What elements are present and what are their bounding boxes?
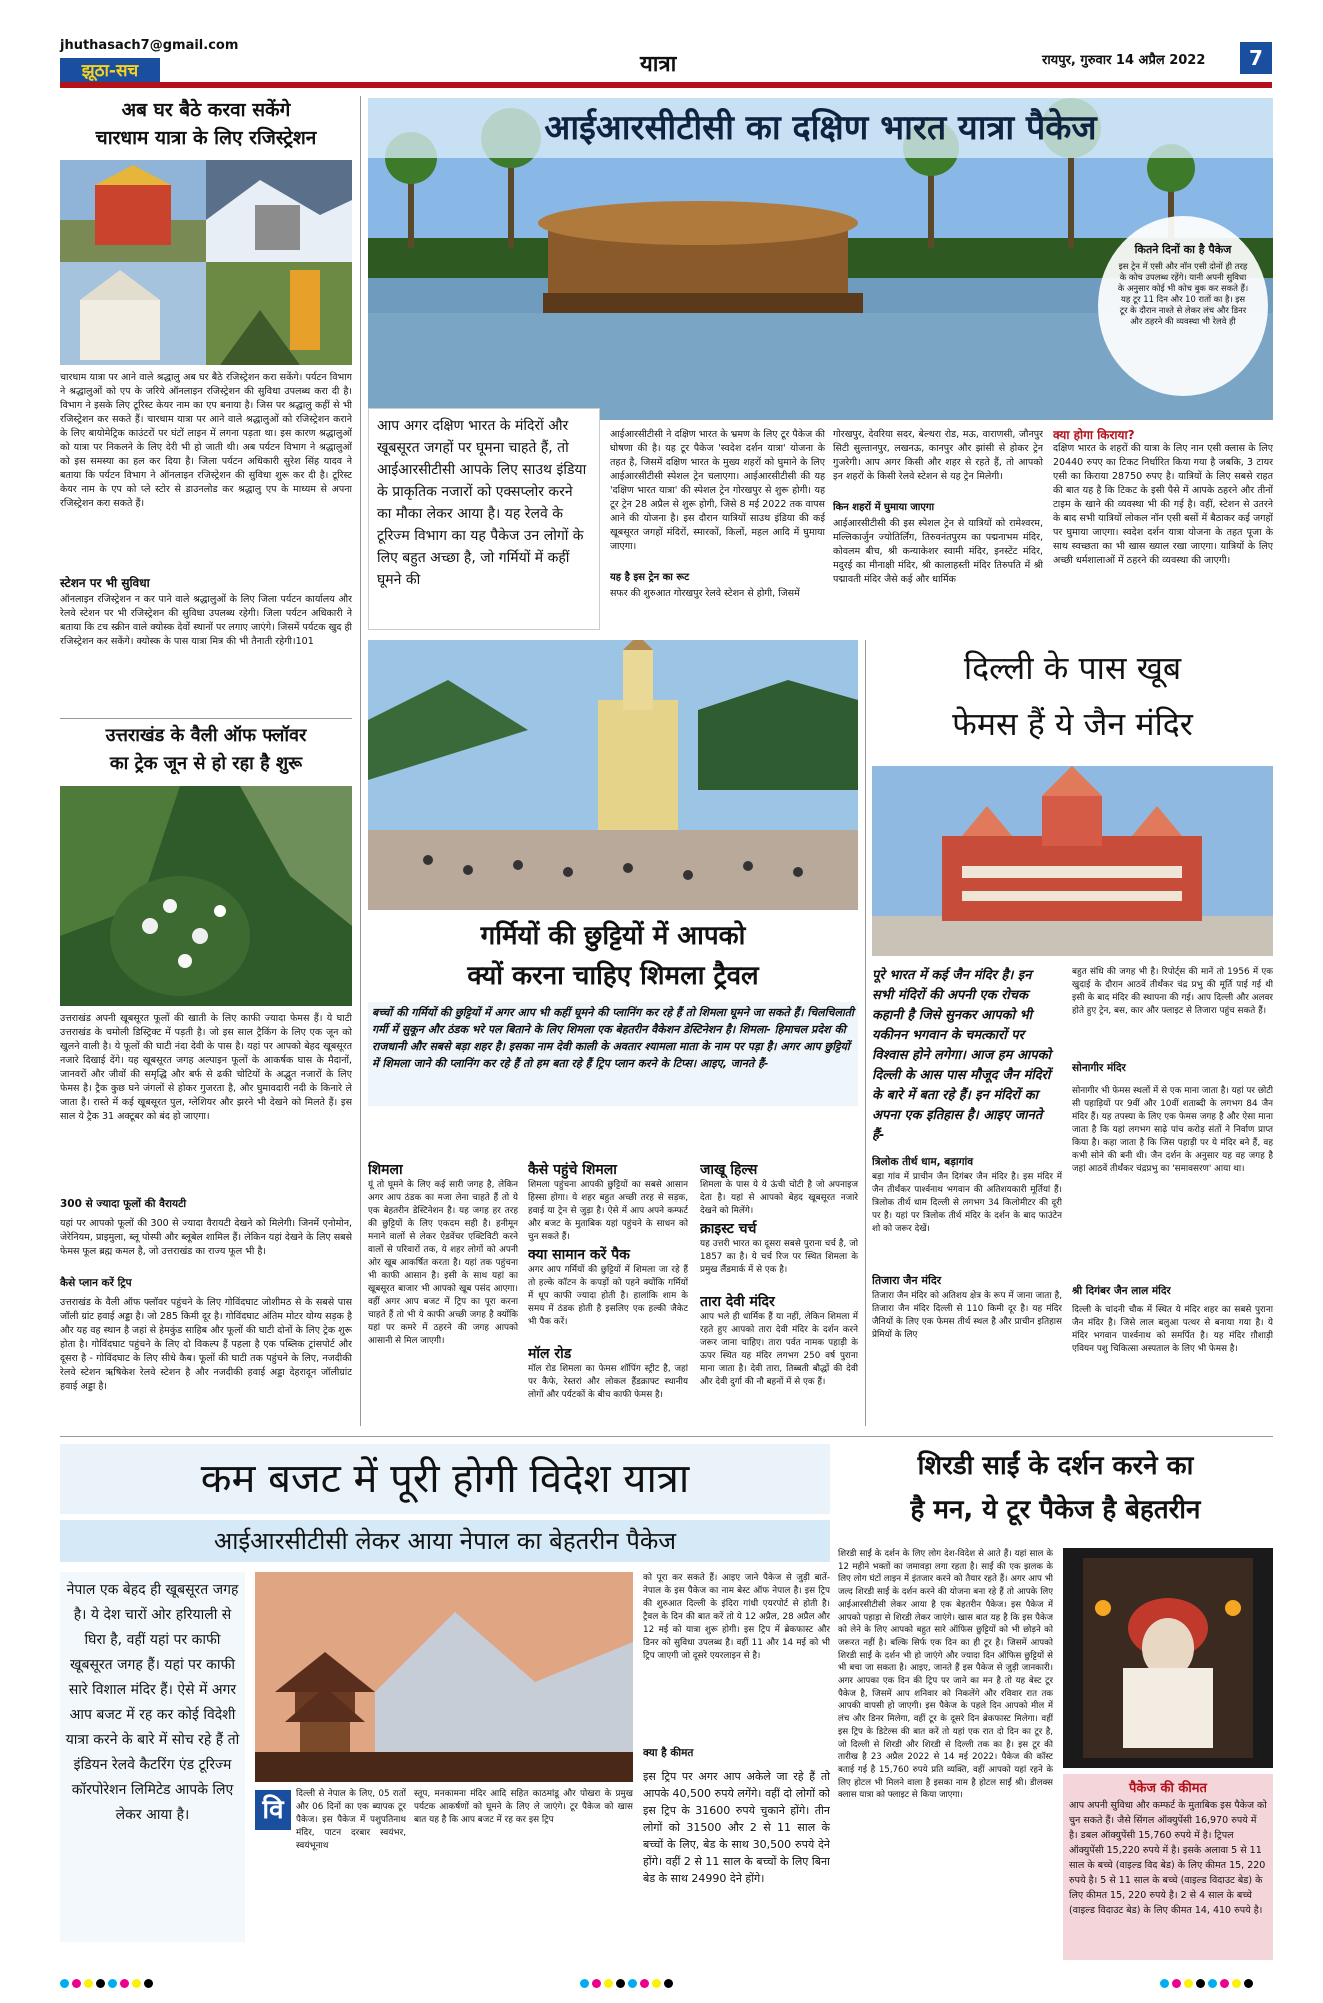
jain-s1: त्रिलोक तीर्थ धाम, बड़ागांव [872, 1156, 974, 1168]
irctc-south-col2 [833, 428, 1043, 628]
shimla-intro: बच्चों की गर्मियों की छुट्टियों में अगर आप भी कहीं घूमने की प्लानिंग कर रहे हैं तो शिमला घूमने जा सकते हैं। चिलचिलाती गर्मी में सुकून और ठंडक भरे पल बिताने के लिए शिमला एक बेहतरीन वैकेशन डेस्टिनेशन है। शिमला- हिमाचल प्रदेश की राजधानी और सबसे बड़ा शहर है। इसका नाम देवी काली के अवतार श्यामला माता के नाम पर पड़ा है। अगर आप छुट्टियों में शिमला जाने की प्लानिंग कर रहे हैं तो हम बता रहे हैं ट्रिप प्लान करने के टिप्स। आइए, जानते हैं- [368, 1002, 858, 1106]
valley-title [60, 722, 352, 778]
christ-church-image [368, 640, 858, 910]
shimla-b3: अगर आप गर्मियों की छुट्टियों में शिमला जा रहे हैं तो हल्के कॉटन के कपड़ों को पहने क्योंकि गर्मियों में धूप काफी ज्यादा होती है। हालांकि शाम के समय में ठंडक होती है इसलिए एक हल्की जैकेट भी पैक करें। [528, 1265, 688, 1327]
shimla-h5: जाखू हिल्स [700, 1162, 758, 1178]
irctc-south-col2-body: गोरखपुर, देवरिया सदर, बेल्थरा रोड, मऊ, वाराणसी, जौनपुर सिटी सुल्तानपुर, लखनऊ, कानपुर और झांसी से होकर ट्रेन गुजरेगी। आप अगर किसी और शहर से रहते हैं, तो आपको इन शहरों के किसी रेलवे स्टेशन से यह ट्रेन मिलेगी। [833, 429, 1043, 482]
shimla-h3: क्या सामान करें पैक [528, 1247, 630, 1263]
nepal-photo [255, 1572, 633, 1782]
section-divider [60, 1436, 1273, 1437]
shimla-h6: क्राइस्ट चर्च [700, 1221, 757, 1237]
nepal-title: कम बजट में पूरी होगी विदेश यात्रा [60, 1444, 830, 1514]
package-duration-callout [1098, 216, 1268, 396]
shimla-h4: मॉल रोड [528, 1346, 572, 1362]
jain-s3: सोनागीर मंदिर [1072, 1062, 1126, 1074]
valley-photo [60, 786, 352, 1006]
nepal-dropcap: वि [255, 1790, 291, 1830]
temple-collage-image [60, 160, 352, 365]
shimla-b4: मॉल रोड शिमला का फेमस शॉपिंग स्ट्रीट है, जहां पर कैफे, रेस्तरां और लोकल हैंडक्राफ्ट स्थानीय लोगों और पर्यटकों के बीच काफी फेमस है। [528, 1364, 688, 1400]
registration-dots-center [580, 1977, 673, 1989]
kathmandu-temple-image [255, 1572, 633, 1782]
chardham-subheading: स्टेशन पर भी सुविधा [60, 576, 150, 590]
jain-b2: तिजारा जैन मंदिर को अतिशय क्षेत्र के रूप में जाना जाता है, तिजारा जैन मंदिर दिल्ली से 110 किमी दूर है। यह मंदिर जैनियों के लिए एक फेमस तीर्थ स्थल है और प्राचीन इतिहास प्रेमियों के लिए [872, 1291, 1062, 1340]
shimla-title [368, 916, 858, 996]
chardham-photo-collage [60, 160, 352, 365]
valley-body: उत्तराखंड अपनी खूबसूरत फूलों की खाती के लिए काफी ज्यादा फेमस हैं। ये घाटी उत्तराखंड के चमोली डिस्ट्रिक्ट में पड़ती है। जो इस साल ट्रैकिंग के लिए एक जून को खुलने वाली है। ये फूलों की घाटी नंदा देवी के पास है। यहां पर आपको बेहद खूबसूरत नजारे दिखाई देंगे। यह खूबसूरत जगह अल्पाइन फूलों के आकर्षक घास के मैदानों, जानवरों और जीवों की समृद्धि और बर्फ से ढकी चोटियों के अद्भुत नजारों के लिए फेमस है। ट्रैक कुछ घने जंगलों से होकर गुजरता है, और घुमावदारी नदी के किनारे ले जाता है। रास्ते में कई खूबसूरत पुल, ग्लेशियर और झरने भी देखने को मिलते हैं। इस साल ये ट्रैक 31 अक्टूबर को बंद हो जाएगा। [60, 1013, 352, 1122]
irctc-south-col1-body: आईआरसीटीसी ने दक्षिण भारत के भ्रमण के लिए टूर पैकेज की घोषणा की है। यह टूर पैकेज 'स्वदेश दर्शन यात्रा' योजना के तहत है, जिसमें दक्षिण भारत के मुख्य शहरों को घुमाने के लिए आईआरसीटीसी स्पेशल ट्रेन चलाएगा। आईआरसीटीसी की यह 'दक्षिण भारत यात्रा' की स्पेशल ट्रेन गोरखपुर से शुरू होगी। यह टूर ट्रेन 28 अप्रैल से शुरू होगी, जिसे 8 मई 2022 तक वापस आने की योजना है। इस दौरान यात्रियों साउथ इंडिया की कई खूबसूरत जगहों मंदिरों, स्मारकों, किलों, महल आदि में घुमाया जाएगा। [610, 429, 825, 552]
jain-article [872, 640, 1273, 1428]
masthead [0, 0, 1323, 92]
jain-temple-photo [872, 766, 1273, 956]
jain-s2: तिजारा जैन मंदिर [872, 1274, 942, 1287]
nepal-c3-body: को पूरा कर सकते हैं। आइए जाने पैकेज से जुड़ी बातें- नेपाल के इस पैकेज का नाम बेस्ट ऑफ नेपाल है। इस ट्रिप की शुरुआत दिल्ली के इंदिरा गांधी एयरपोर्ट से होती है। ट्रैवल के दिन की बात करें तो ये 12 अप्रैल, 28 अप्रैल और 12 मई को यात्रा शुरू होगी। इस ट्रिप में ब्रेकफास्ट और डिनर को सुविधा उपलब्ध है। वहीं 11 और 14 मई को भी ट्रिप जाएगी जो दूसरे एयरलाइन से है। [643, 1573, 830, 1661]
jain-s4: श्री दिगंबर जैन लाल मंदिर [1072, 1285, 1171, 1297]
jain-lead: पूरे भारत में कई जैन मंदिर है। इन सभी मंदिरों की अपनी एक रोचक कहानी है जिसे सुनकर आपको भी यकीनन भगवान के चमत्कारों पर विश्वास होने लगेगा। आज हम आपको दिल्ली के आस पास मौजूद जैन मंदिरों के बारे में बता रहे हैं। इन मंदिरों का अपना एक इतिहास है। आइए जानते हैं- [872, 968, 1051, 1143]
shimla-article [368, 640, 858, 1428]
masthead-email[interactable]: jhuthasach7@gmail.com [60, 38, 239, 53]
chardham-body: चारधाम यात्रा पर आने वाले श्रद्धालु अब घर बैठे रजिस्ट्रेशन करा सकेंगे। पर्यटन विभाग ने श्रद्धालुओं को एप के जरिये ऑनलाइन रजिस्ट्रेशन की सुविधा उपलब्ध करा दी है। विभाग ने इसके लिए टूरिस्ट केयर नाम का एप बनाया है। जिस पर श्रद्धालु कहीं से भी रजिस्ट्रेशन कर सकते हैं। चारधाम यात्रा पर आने वाले श्रद्धालुओं को रजिस्ट्रेशन कराने के लिए बायोमेट्रिक काउंटरों पर घंटों लाइन में लगना पड़ता था। इस कारण श्रद्धालुओं को यात्रा पर निकलने के लिए देरी भी हो जाती थी। अब पर्यटन विभाग ने श्रद्धालुओं को इस समस्या का हल कर दिया है। जिला पर्यटन अधिकारी सुरेश सिंह यादव ने बताया कि पर्यटन विभाग ने ऑनलाइन रजिस्ट्रेशन की सुविधा शुरू कर दी है। टूरिस्ट केयर नाम के एप को प्ले स्टोर से डाउनलोड कर श्रद्धालु एप के माध्यम से अपना रजिस्ट्रेशन करा सकते हैं। [60, 372, 352, 509]
shimla-b6: यह उत्तरी भारत का दूसरा सबसे पुराना चर्च है, जो 1857 का है। ये चर्च रिज पर स्थित शिमला के प्रमुख लैंडमार्क में से एक है। [700, 1239, 858, 1275]
valley-body2: यहां पर आपको फूलों की 300 से ज्यादा वैरायटी देखने को मिलेगी। जिनमें एनोमोन, जेरेनियम, प्राइमुला, ब्लू पोस्पी और ब्लूबेल शामिल हैं। लेकिन यहां देखने के लिए सबसे फेमस फूल ब्रह्म कमल है, जो उत्तराखंड का राज्य फूल भी है। [60, 1218, 352, 1257]
shimla-h7: तारा देवी मंदिर [700, 1294, 775, 1310]
shirdi-article [838, 1444, 1273, 1960]
shirdi-price-title: पैकेज की कीमत [1129, 1781, 1207, 1796]
valley-title-line2: का ट्रेक जून से हो रहा है शुरू [109, 753, 303, 774]
irctc-south-col1 [610, 428, 825, 628]
valley-sub1: 300 से ज्यादा फूलों की वैरायटी [60, 1198, 187, 1210]
column-divider [865, 640, 866, 1426]
shirdi-title-line1: शिरडी साईं के दर्शन करने का [917, 1451, 1194, 1481]
nepal-c1: दिल्ली से नेपाल के लिए, 05 रातों और 06 दिनों का एक ब्यापक टूर पैकेज। इस पैकेज में पशुपतिनाथ मंदिर, पाटन दरबार स्वयंभर, स्वयंभूनाथ [296, 1789, 406, 1851]
chardham-title-line2: चारधाम यात्रा के लिए रजिस्ट्रेशन [95, 127, 317, 149]
nepal-price-heading: क्या है कीमत [643, 1747, 694, 1759]
shirdi-title-line2: है मन, ये टूर पैकेज है बेहतरीन [910, 1495, 1201, 1525]
irctc-south-lead-box [368, 408, 600, 630]
irctc-south-fare-heading: क्या होगा किराया? [1053, 428, 1135, 442]
divider [60, 718, 352, 719]
shirdi-price-body: आप अपनी सुविधा और कम्फर्ट के मुताबिक इस पैकेज को चुन सकते हैं। जैसे सिंगल ऑक्युपेंसी 16,970 रुपये में है। डबल ऑक्युपेंसी 15,760 रुपये में है। ट्रिपल ऑक्युपेंसी 15,220 रुपये में है। इसके अलावा 5 से 11 साल के बच्चे (वाइल्ड विद बेड) के लिए कीमत 15, 220 रुपये है। 5 से 11 साल के बच्चे (वाइल्ड विदाउट बेड) के लिए कीमत 15, 220 रुपये है। 2 से 4 साल के बच्चे (वाइल्ड विदाउट बेड) के लिए कीमत 14, 410 रुपये है। [1069, 1800, 1267, 1916]
valley-article [60, 722, 352, 1428]
shimla-photo [368, 640, 858, 910]
nepal-c3 [643, 1572, 830, 1952]
shimla-b5: शिमला के पास ये ये ऊंची चोटी है जो अपनाइज देता है। यहां से आपको बेहद खूबसूरत नजारे देखने को मिलेंगे। [700, 1180, 858, 1216]
valley-title-line1: उत्तराखंड के वैली ऑफ फ्लॉवर [105, 725, 307, 746]
nepal-subtitle: आईआरसीटीसी लेकर आया नेपाल का बेहतरीन पैकेज [60, 1520, 830, 1562]
shirdi-title [838, 1444, 1273, 1538]
jain-col2 [1072, 966, 1273, 1428]
valley-sub2: कैसे प्लान करें ट्रिप [60, 1277, 132, 1289]
chardham-title-line1: अब घर बैठे करवा सकेंगे [121, 99, 291, 121]
column-divider [360, 96, 361, 1426]
registration-dots-left [60, 1977, 153, 1989]
page-number: 7 [1240, 42, 1272, 74]
nepal-c2: स्तूप, मनकामना मंदिर आदि सहित काठमांडू और पोखरा के प्रमुख पर्यटक आकर्षणों को घूमने के लिए ले जाएंगे। टूर पैकेज को खास बात यह है कि आप बजट में रह कर इस ट्रिप [414, 1789, 633, 1825]
masthead-section: यात्रा [640, 52, 677, 77]
chardham-article [60, 96, 352, 716]
shimla-b7: आप भले ही धार्मिक हैं या नहीं, लेकिन शिमला में रहते हुए आपको तारा देवी मंदिर के दर्शन करने जरूर जाना चाहिए। तारा पर्वत नामक पहाड़ी के ऊपर स्थित यह मंदिर लगभग 250 वर्ष पुराना माना जाता है। देवी तारा, तिब्बती बौद्धों की देवी और देवी दुर्गा की नौ बहनों में से एक हैं। [700, 1312, 858, 1387]
irctc-south-title: आईआरसीटीसी का दक्षिण भारत यात्रा पैकेज [368, 98, 1273, 158]
shimla-col1 [368, 1160, 518, 1428]
shimla-b1: यूं तो घूमने के लिए कई सारी जगह है, लेकिन अगर आप ठंडक का मजा लेना चाहते हैं तो ये एक बेहतरीन डेस्टिनेशन है। यह जगह हर तरह की छुट्टियों के लिए एकदम सही है। हनीमून मनाने वालों से लेकर ऐडवेंचर एक्टिविटी करने वालों से परिवारों तक, ये शहर लोगों को अपनी ओर खूब आकर्षित करता है। यहां तक पहुंचना भी काफी आसान है। इसी के साथ यहां का खूबसूरत बाजार भी आपको खूब पसंद आएगा। वहीं अगर आप बजट में ट्रिप का पूरा करना चाहते हैं तो भी ये काफी अच्छी जगह है क्योंकि यहां पर कमरे में ठहरने की जगह आपको आसानी से मिल जाएगी। [368, 1180, 518, 1346]
irctc-south-lead: आप अगर दक्षिण भारत के मंदिरों और खूबसूरत जगहों पर घूमना चाहते हैं, तो आईआरसीटीसी आपके लिए साउथ इंडिया के प्राकृतिक नजारों को एक्सप्लोर करने का मौका लेकर आया है। यह रेलवे के टूरिज्म विभाग का यह पैकेज उन लोगों के लिए बहुत अच्छा है, जो गर्मियों में कहीं घूमने की [377, 418, 587, 588]
masthead-dateline: रायपुर, गुरुवार 14 अप्रैल 2022 [1042, 53, 1206, 68]
irctc-south-article [368, 98, 1273, 630]
shimla-h2: कैसे पहुंचे शिमला [528, 1162, 617, 1178]
shirdi-price-box [1063, 1774, 1273, 1960]
masthead-rule [60, 82, 1272, 88]
jain-b5: दिल्ली के चांदनी चौक में स्थित ये मंदिर शहर का सबसे पुराना जैन मंदिर है। जिसे लाल बलुआ पत्थर से बनाया गया है। ये मंदिर भगवान पार्श्वनाथ को समर्पित है। यह मंदिर ग़ौशाड़ी एवियन पशु चिकित्सा अस्पताल के लिए भी फेमस है। [1072, 1305, 1273, 1354]
lal-mandir-image [872, 766, 1273, 956]
irctc-south-col1-sub: यह है इस ट्रेन का रूट [610, 572, 690, 583]
jain-col1 [872, 1152, 1062, 1428]
shimla-h1: शिमला [368, 1162, 403, 1178]
irctc-south-col1-body2: सफर की शुरुआत गोरखपुर रेलवे स्टेशन से होगी, जिसमें [610, 588, 800, 599]
jain-b4: सोनागीर भी फेमस स्थलों में से एक माना जाता है। यहां पर छोटी सी पहाड़ियों पर 9वीं और 10वीं शताब्दी के लगभग 84 जैन मंदिर हैं। यह तपस्या के लिए एक फेमस जगह है और ऐसा माना जाता है कि यहां लगभग साढ़े पांच करोड़ संतों ने निर्वाण प्राप्त किया है। कहा जाता है कि जिस पहाड़ी पर ये मंदिर बने हैं, वह कभी सोने की बनी थी। जैन दर्शन के अनुसार यह वह जगह है जहां आठवें तीर्थंकर चंद्रप्रभु का 'समावसरण' आया था। [1072, 1086, 1273, 1174]
sai-baba-photo [1063, 1548, 1273, 1768]
masthead-brand: झूठा-सच [60, 58, 160, 84]
flower-valley-image [60, 786, 352, 1006]
shimla-title-line2: क्यों करना चाहिए शिमला ट्रैवल [467, 961, 759, 991]
irctc-south-col2-body2: आईआरसीटीसी की इस स्पेशल ट्रेन से यात्रियों को रामेश्वरम, मल्लिकार्जुन ज्योतिर्लिंग, तिरुवनंतपुरम का पद्मनाभम मंदिर, कोवलम बीच, श्री कन्याकेशर स्वामी मंदिर, इनस्टेंट मंदिर, मदुरई का मीनाक्षी मंदिर, श्री कालाहस्ती मंदिर तिरुपति में श्री पद्मावती मंदिर जैसे कई और धार्मिक [833, 518, 1043, 585]
irctc-south-col3 [1053, 428, 1273, 628]
sai-baba-image [1063, 1548, 1273, 1768]
nepal-c4: इस ट्रिप पर अगर आप अकेले जा रहे हैं तो आपके 40,500 रुपये लगेंगे। वहीं दो लोगों को इस ट्रिप के 31600 रुपये चुकाने होंगे। तीन लोगों को 31500 और 2 से 11 साल के बच्चों के लिए, बेड के साथ 30,500 रुपये देने होंगे। वहीं 2 से 11 साल के बच्चों के लिए बिना बेड के साथ 24990 देने होंगे। [643, 1770, 830, 1885]
jain-title-line2: फेमस हैं ये जैन मंदिर [952, 705, 1193, 743]
valley-body3: उत्तराखंड के वैली ऑफ फ्लॉवर पहुंचने के लिए गोविंदघाट जोशीमठ से के सबसे पास जॉली ग्रांट हवाई अड्डा है। जो 285 किमी दूर है। गोविंदघाट अंतिम मोटर योग्य सड़क है और यह वह स्थान है जहां से हेमकुंड साहिब और फूलों की घाटी दोनों के लिए ट्रेक शुरू होता है। गोविंदघाट पहुंचने के लिए दो विकल्प हैं पहला है एक पब्लिक ट्रांसपोर्ट और दूसरा है - गोविंदघाट के लिए सीधे कैब। फूलों की घाटी तक पहुंचने के लिए, नजदीकी रेलवे स्टेशन ऋषिकेश रेलवे स्टेशन है और नजदीकी हवाई अड्डा देहरादून जॉलीग्रांट हवाई अड्डा है। [60, 1297, 352, 1392]
irctc-south-col3-body: दक्षिण भारत के शहरों की यात्रा के लिए नान एसी क्लास के लिए 20440 रुपए का टिकट निर्धारित किया गया है जबकि, 3 टायर एसी का किराया 28750 रुपए है। यात्रियों के लिए सबसे राहत की बात यह है कि टिकट के इसी पैसे में आपके ठहरने और तीनों टाइम के खाने की व्यवस्था भी की गई है। वहीं, स्टेशन से उतरने के बाद सभी यात्रियों लोकल नॉन एसी बसों में बैठाकर कई जगहों पर घुमाया जाएगा। स्वदेश दर्शन यात्रा योजना के तहत पूजा के साथ स्वच्छता का भी खास ख्याल रखा जाएगा। यात्रियों के लिए अच्छी धर्मशालाओं में ठहरने की व्यवस्था की जाएगी। [1053, 443, 1273, 566]
jain-title [872, 640, 1273, 752]
shirdi-body: शिरडी साईं के दर्शन के लिए लोग देश-विदेश से आते हैं। यहां साल के 12 महीने भक्तों का जमावड़ा लगा रहता है। साईं की एक झलक के लिए लोग घंटों लाइन में इंतजार करने को तैयार रहते हैं। अगर आप भी जल्द शिरडी साईं के दर्शन करने की योजना बना रहे हैं तो आपके लिए आईआरसीटीसी लेकर आया है एक बेहतरीन पैकेज। इस पैकेज में आपको पहाड़ा से शिरडी लेकर जाएंगे। खास बात यह है कि इस पैकेज को लेने के लिए आपको बहुत सारे ऑफिस छुट्टियों को भी छोड़ने को जरूरत नहीं है। बल्कि सिर्फ एक दिन का ही टूर है। जिसमें आपको शिरडी साईं के दर्शन भी हो जाएंगे और ज्यादा दिन ऑफिस छुट्टियों से भी बचा जा सकता है। आइए, जानते हैं इस पैकेज से जुड़ी जानकारी। अगर आपका एक दिन की ट्रिप पर जाने का मन है तो यह बेस्ट टूर पैकेज है, जिसमें आप शनिवार को निकलेंगे और रविवार रात तक आपकी वापसी हो जाएगी। इस पैकेज के पहले दिन आपको मील में लंच और डिनर मिलेगा, वहीं टूर के दूसरे दिन ब्रेकफास्ट मिलेगा। वहीं इस ट्रिप के डिटेल्स की बात करें तो यहां एक रात दो दिन का टूर है, जो दिल्ली से शिरडी और शिरडी से दिल्ली तक का है। इस टूर की तारीख है 23 अप्रैल 2022 से 14 मई 2022। पैकेज की कॉस्ट बताई गई है 15,760 रुपये प्रति व्यक्ति, वहीं आपको यहां रहने के लिए होटल भी मिलने वाला है इसका नाम है होटल साईं श्री। डीलक्स क्लास यात्रा को फ्लाइट से किया जाएगा। [838, 1549, 1053, 1801]
jain-b3: बहुत संधि की जगह भी है। रिपोर्ट्स की मानें तो 1956 में एक खुदाई के दौरान आठवें तीर्थंकर चंद्र प्रभु की मूर्ति पाई गई थी इसी के बाद मंदिर की स्थापना की गई। आप दिल्ली और अलवर होते हुए ट्रेन, बस, कार और फ्लाइट से तिजारा पहुंच सकते हैं। [1072, 967, 1273, 1016]
shimla-title-line1: गर्मियों की छुट्टियों में आपको [480, 921, 746, 951]
callout-body: इस ट्रेन में एसी और नॉन एसी दोनों ही तरह के कोच उपलब्ध रहेंगे। यानी अपनी सुविधा के अनुसार कोई भी कोच बुक कर सकते हैं। यह टूर 11 दिन और 10 रातों का है। इस टूर के दौरान नाश्ते से लेकर लंच और डिनर और ठहरने की व्यवस्था भी रेलवे ही [1117, 261, 1249, 326]
irctc-south-col2-sub: किन शहरों में घुमाया जाएगा [833, 502, 935, 513]
jain-b1: बड़ा गांव में प्राचीन जैन दिगंबर जैन मंदिर है। इस मंदिर में जैन तीर्थंकर पार्श्वनाथ भगवान की अतिशयकारी मूर्तियां हैं। त्रिलोक तीर्थ धाम दिल्ली से लगभग 34 किलोमीटर की दूरी पर है। यहां पर त्रिलोक तीर्थ मंदिर के दर्शन के बाद फाउंटेन शो को जरूर देखें। [872, 1172, 1062, 1234]
chardham-body2: ऑनलाइन रजिस्ट्रेशन न कर पाने वाले श्रद्धालुओं के लिए जिला पर्यटन कार्यालय और रेलवे स्टेशन पर भी रजिस्ट्रेशन की सुविधा उपलब्ध रहेगी। जिला पर्यटन अधिकारी ने बताया कि टच स्क्रीन वाले क्योस्क देवों स्थानों पर लगाए जाएंगे। जिसमें पर्यटक खुद ही रजिस्ट्रेशन कर सकेंगे। क्योस्क के पास यात्रा मित्र की भी तैनाती रहेगी।101 [60, 594, 352, 647]
nepal-article [60, 1444, 830, 1960]
shimla-col3 [700, 1160, 858, 1428]
callout-title: कितने दिनों का है पैकेज [1134, 243, 1232, 256]
shimla-b2: शिमला पहुंचना आपकी छुट्टियों का सबसे आसान हिस्सा होगा। ये शहर बहुत अच्छी तरह से सड़क, हवाई या ट्रेन से जुड़ा है। ऐसे में आप अपने कम्फर्ट और बजट के मुताबिक यहां पहुंचने के साधन को चुन सकते हैं। [528, 1180, 688, 1242]
jain-title-line1: दिल्ली के पास खूब [963, 649, 1182, 687]
shimla-col2 [528, 1160, 688, 1428]
chardham-title [60, 96, 352, 152]
registration-dots-right [1160, 1977, 1253, 1989]
nepal-lead: नेपाल एक बेहद ही खूबसूरत जगह है। ये देश चारों ओर हरियाली से घिरा है, वहीं यहां पर काफी खूबसूरत जगह हैं। यहां पर काफी सारे विशाल मंदिर हैं। ऐसे में अगर आप बजट में रह कर कोई विदेशी यात्रा करने के बारे में सोच रहे हैं तो इंडियन रेलवे कैटरिंग एंड टूरिज्म कॉरपोरेशन लिमिटेड आपके लिए लेकर आया है। [60, 1572, 245, 1942]
